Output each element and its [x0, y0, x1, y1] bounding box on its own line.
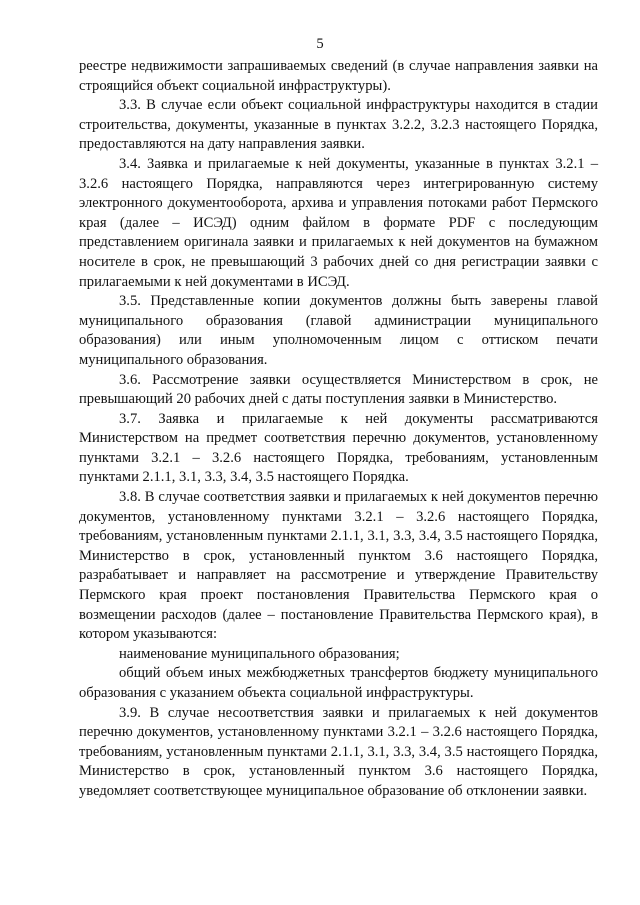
list-item-name: наименование муниципального образования; — [119, 645, 400, 662]
page-number: 5 — [316, 36, 324, 52]
paragraph-3-4: 3.4. Заявка и прилагаемые к ней документы, указанные в пунктах 3.2.1 – 3.2.6 настоящего Порядка, направляются через интегрированную систему электронного документооборота, архива и управления потоками работ Пермского края (далее – ИСЭД) одним файлом в формате PDF с последующим представлением оригинала заявки и прилагаемых к ней документов на бумажном носителе в срок, не превышающий 3 рабочих дней со дня регистрации заявки с прилагаемыми к ней документами в ИСЭД. — [79, 155, 598, 290]
document-body — [79, 57, 598, 802]
paragraph-3-6: 3.6. Рассмотрение заявки осуществляется Министерством в срок, не превышающий 20 рабочих дней с даты поступления заявки в Министерство. — [79, 371, 598, 408]
paragraph-3-3: 3.3. В случае если объект социальной инфраструктуры находится в стадии строительства, документы, указанные в пунктах 3.2.2, 3.2.3 настоящего Порядка, предоставляются на дату направления заявки. — [79, 97, 598, 153]
paragraph-continuation: реестре недвижимости запрашиваемых сведений (в случае направления заявки на строящийся объект социальной инфраструктуры). — [79, 58, 598, 94]
paragraph-3-9: 3.9. В случае несоответствия заявки и прилагаемых к ней документов перечню документов, установленному пунктами 3.2.1 – 3.2.6 настоящего Порядка, требованиям, установленным пунктами 2.1.1, 3.1, 3.3, 3.4, 3.5 настоящего Порядка, Министерство в срок, установленный пунктом 3.6 настоящего Порядка, уведомляет соответствующее муниципальное образование об отклонении заявки. — [79, 704, 598, 799]
paragraph-3-8: 3.8. В случае соответствия заявки и прилагаемых к ней документов перечню документов, установленному пунктами 3.2.1 – 3.2.6 настоящего Порядка, требованиям, установленным пунктами 2.1.1, 3.1, 3.3, 3.4, 3.5 настоящего Порядка, Министерство в срок, установленный пунктом 3.6 настоящего Порядка, разрабатывает и направляет на рассмотрение и утверждение Правительству Пермского края проект постановления Правительства Пермского края о возмещении расходов (далее – постановление Правительства Пермского края), в котором указываются: — [79, 489, 598, 643]
paragraph-3-7: 3.7. Заявка и прилагаемые к ней документы рассматриваются Министерством на предмет соответствия перечню документов, установленному пунктами 3.2.1 – 3.2.6 настоящего Порядка, требованиям, установленным пунктами 2.1.1, 3.1, 3.3, 3.4, 3.5 настоящего Порядка. — [79, 410, 598, 486]
paragraph-3-5: 3.5. Представленные копии документов должны быть заверены главой муниципального образования (главой администрации муниципального образования) или иным уполномоченным лицом с оттиском печати муниципального образования. — [79, 293, 598, 368]
list-item-volume: общий объем иных межбюджетных трансфертов бюджету муниципального образования с указанием объекта социальной инфраструктуры. — [79, 665, 598, 701]
